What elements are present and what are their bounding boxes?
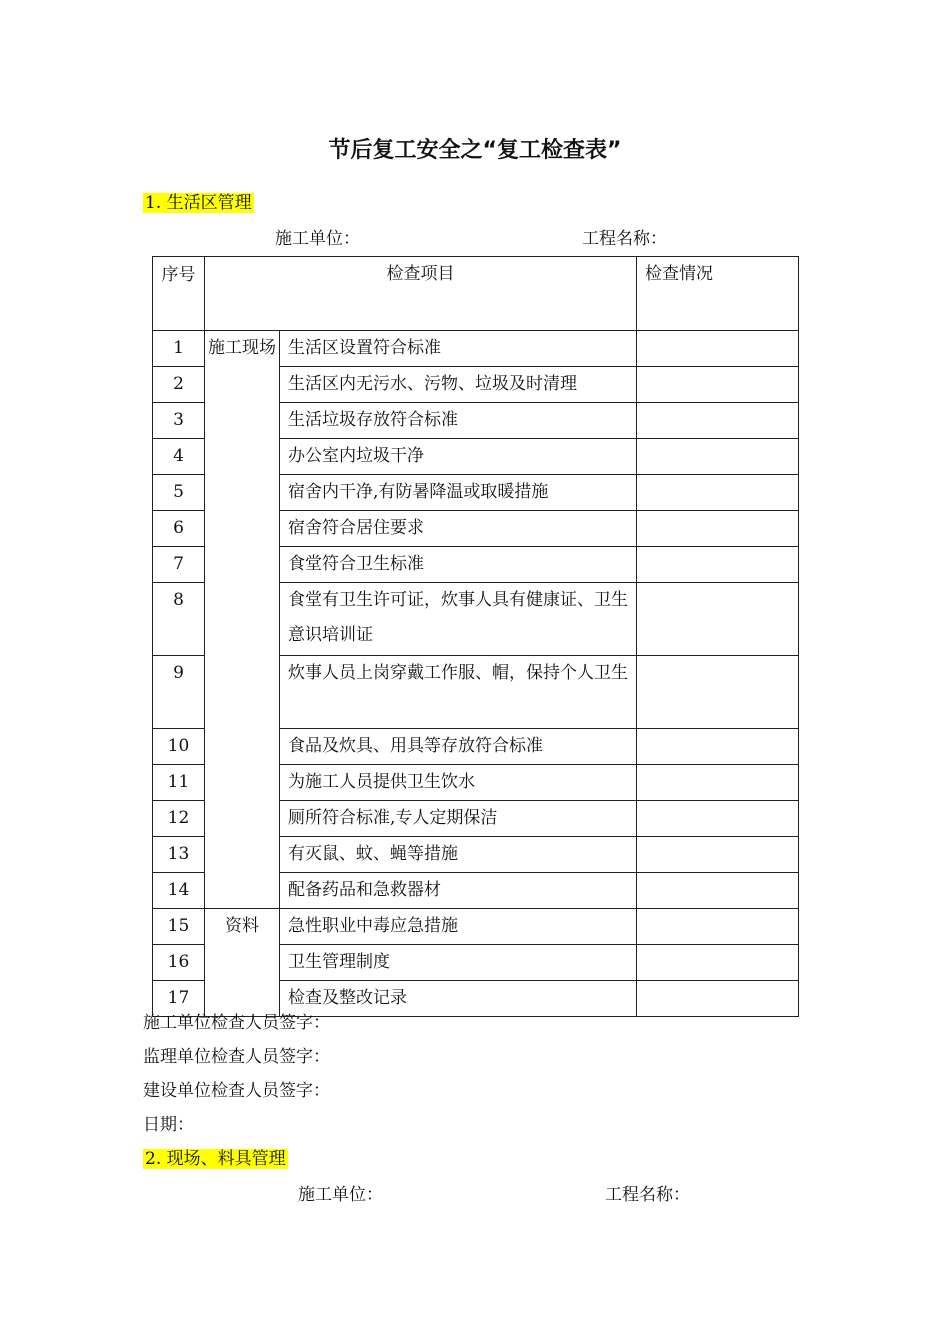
check-item: 生活区设置符合标准 xyxy=(280,331,637,367)
row-number: 10 xyxy=(153,729,205,765)
check-status-cell[interactable] xyxy=(637,367,799,403)
check-status-cell[interactable] xyxy=(637,439,799,475)
row-number: 12 xyxy=(153,801,205,837)
signature-date: 日期： xyxy=(143,1115,194,1135)
check-item: 生活垃圾存放符合标准 xyxy=(280,403,637,439)
check-status-cell[interactable] xyxy=(637,511,799,547)
check-status-cell[interactable] xyxy=(637,909,799,945)
check-status-cell[interactable] xyxy=(637,945,799,981)
header-item: 检查项目 xyxy=(205,257,637,331)
row-category xyxy=(205,547,280,583)
row-category xyxy=(205,873,280,909)
check-item: 炊事人员上岗穿戴工作服、帽，保持个人卫生 xyxy=(280,656,637,729)
row-number: 11 xyxy=(153,765,205,801)
check-item: 为施工人员提供卫生饮水 xyxy=(280,765,637,801)
check-item: 办公室内垃圾干净 xyxy=(280,439,637,475)
row-number: 17 xyxy=(153,981,205,1017)
table-row xyxy=(153,729,799,765)
check-item: 配备药品和急救器材 xyxy=(280,873,637,909)
header-status: 检查情况 xyxy=(637,257,799,331)
check-item: 检查及整改记录 xyxy=(280,981,637,1017)
row-category xyxy=(205,656,280,729)
check-item: 厕所符合标准,专人定期保洁 xyxy=(280,801,637,837)
row-category xyxy=(205,837,280,873)
signature-construction-unit: 施工单位检查人员签字： xyxy=(143,1013,330,1033)
table-row xyxy=(153,765,799,801)
check-item: 食品及炊具、用具等存放符合标准 xyxy=(280,729,637,765)
row-number: 3 xyxy=(153,403,205,439)
table-row xyxy=(153,403,799,439)
row-category: 施工现场 xyxy=(205,331,280,367)
table-row xyxy=(153,475,799,511)
table-row xyxy=(153,583,799,656)
row-number: 15 xyxy=(153,909,205,945)
row-category xyxy=(205,765,280,801)
row-category xyxy=(205,945,280,981)
row-number: 7 xyxy=(153,547,205,583)
check-status-cell[interactable] xyxy=(637,475,799,511)
check-status-cell[interactable] xyxy=(637,837,799,873)
table-row xyxy=(153,909,799,945)
row-number: 13 xyxy=(153,837,205,873)
table-row xyxy=(153,837,799,873)
check-status-cell[interactable] xyxy=(637,801,799,837)
check-item: 食堂符合卫生标准 xyxy=(280,547,637,583)
check-status-cell[interactable] xyxy=(637,729,799,765)
inspection-table xyxy=(152,256,799,1017)
section-2-project-label: 工程名称： xyxy=(605,1185,690,1205)
row-number: 16 xyxy=(153,945,205,981)
table-row xyxy=(153,547,799,583)
check-status-cell[interactable] xyxy=(637,583,799,656)
table-row xyxy=(153,873,799,909)
row-category: 资料 xyxy=(205,909,280,945)
check-item: 卫生管理制度 xyxy=(280,945,637,981)
check-status-cell[interactable] xyxy=(637,331,799,367)
row-number: 1 xyxy=(153,331,205,367)
check-item: 食堂有卫生许可证，炊事人具有健康证、卫生意识培训证 xyxy=(280,583,637,656)
table-row xyxy=(153,439,799,475)
table-row xyxy=(153,331,799,367)
table-header-row xyxy=(153,257,799,331)
row-category xyxy=(205,511,280,547)
check-item: 宿舍内干净,有防暑降温或取暖措施 xyxy=(280,475,637,511)
row-number: 9 xyxy=(153,656,205,729)
row-category xyxy=(205,583,280,656)
row-category xyxy=(205,475,280,511)
table-row xyxy=(153,511,799,547)
section-1-unit-label: 施工单位： xyxy=(275,229,360,249)
row-number: 5 xyxy=(153,475,205,511)
check-status-cell[interactable] xyxy=(637,873,799,909)
row-category xyxy=(205,729,280,765)
document-title: 节后复工安全之“复工检查表” xyxy=(328,138,622,163)
row-number: 6 xyxy=(153,511,205,547)
check-item: 有灭鼠、蚊、蝇等措施 xyxy=(280,837,637,873)
check-status-cell[interactable] xyxy=(637,656,799,729)
row-category xyxy=(205,403,280,439)
header-no: 序号 xyxy=(153,257,205,331)
table-row xyxy=(153,656,799,729)
check-item: 急性职业中毒应急措施 xyxy=(280,909,637,945)
table-row xyxy=(153,945,799,981)
table-row xyxy=(153,801,799,837)
section-1-heading: 1. 生活区管理 xyxy=(145,193,252,213)
check-item: 宿舍符合居住要求 xyxy=(280,511,637,547)
check-status-cell[interactable] xyxy=(637,765,799,801)
check-status-cell[interactable] xyxy=(637,981,799,1017)
row-category xyxy=(205,439,280,475)
section-2-unit-label: 施工单位： xyxy=(298,1185,383,1205)
row-number: 14 xyxy=(153,873,205,909)
check-item: 生活区内无污水、污物、垃圾及时清理 xyxy=(280,367,637,403)
row-category xyxy=(205,801,280,837)
section-2-heading: 2. 现场、料具管理 xyxy=(145,1149,286,1169)
check-status-cell[interactable] xyxy=(637,547,799,583)
table-row xyxy=(153,367,799,403)
row-number: 4 xyxy=(153,439,205,475)
signature-owner-unit: 建设单位检查人员签字： xyxy=(143,1081,330,1101)
row-category xyxy=(205,367,280,403)
check-status-cell[interactable] xyxy=(637,403,799,439)
row-number: 2 xyxy=(153,367,205,403)
row-number: 8 xyxy=(153,583,205,656)
signature-supervision-unit: 监理单位检查人员签字： xyxy=(143,1047,330,1067)
section-1-project-label: 工程名称： xyxy=(582,229,667,249)
